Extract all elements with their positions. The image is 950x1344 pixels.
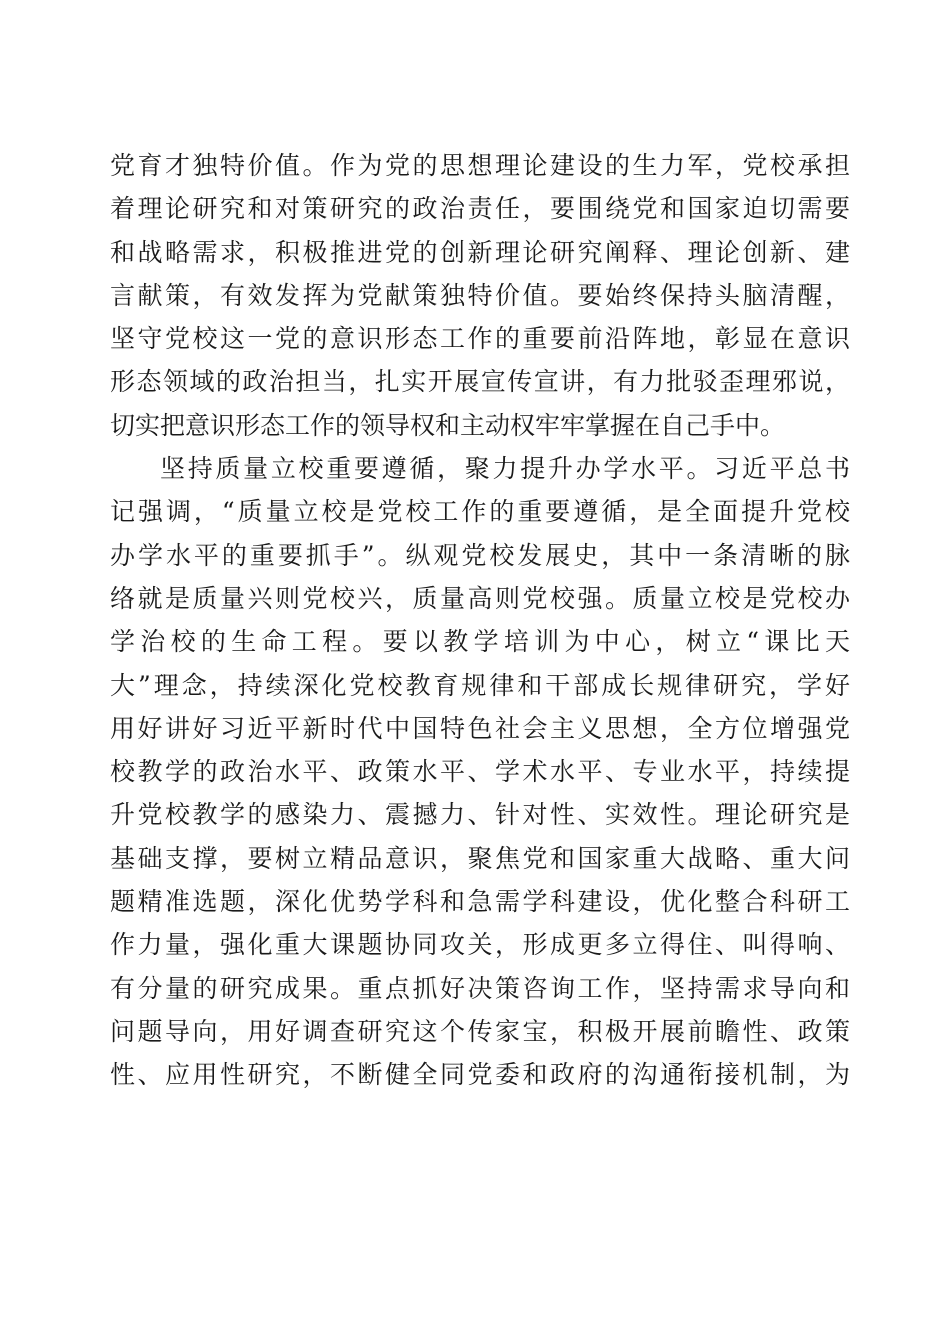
text-line: 记强调，“质量立校是党校工作的重要遵循，是全面提升党校: [110, 497, 850, 527]
text-line: 坚守党校这一党的意识形态工作的重要前沿阵地，彰显在意识: [110, 324, 850, 354]
text-line: 络就是质量兴则党校兴，质量高则党校强。质量立校是党校办: [110, 583, 850, 613]
text-line: 大”理念，持续深化党校教育规律和干部成长规律研究，学好: [110, 670, 850, 700]
text-line: 作力量，强化重大课题协同攻关，形成更多立得住、叫得响、: [110, 930, 850, 960]
text-line: 着理论研究和对策研究的政治责任，要围绕党和国家迫切需要: [110, 194, 850, 224]
text-line: 和战略需求，积极推进党的创新理论研究阐释、理论创新、建: [110, 237, 850, 267]
text-line: 学治校的生命工程。要以教学培训为中心，树立“课比天: [110, 627, 850, 657]
text-line: 升党校教学的感染力、震撼力、针对性、实效性。理论研究是: [110, 800, 850, 830]
text-line: 办学水平的重要抓手”。纵观党校发展史，其中一条清晰的脉: [110, 540, 850, 570]
text-line: 言献策，有效发挥为党献策独特价值。要始终保持头脑清醒，: [110, 280, 850, 310]
text-line: 问题导向，用好调查研究这个传家宝，积极开展前瞻性、政策: [110, 1016, 850, 1046]
text-line: 用好讲好习近平新时代中国特色社会主义思想，全方位增强党: [110, 713, 850, 743]
paragraph-2: [110, 447, 850, 1096]
text-line: 有分量的研究成果。重点抓好决策咨询工作，坚持需求导向和: [110, 973, 850, 1003]
paragraph-1: [110, 144, 850, 447]
text-line: 题精准选题，深化优势学科和急需学科建设，优化整合科研工: [110, 887, 850, 917]
text-line: 切实把意识形态工作的领导权和主动权牢牢掌握在自己手中。: [110, 410, 786, 440]
text-line: 党育才独特价值。作为党的思想理论建设的生力军，党校承担: [110, 151, 850, 180]
text-line: 性、应用性研究，不断健全同党委和政府的沟通衔接机制，为: [110, 1060, 850, 1090]
text-line: 基础支撑，要树立精品意识，聚焦党和国家重大战略、重大问: [110, 843, 850, 873]
text-line: 坚持质量立校重要遵循，聚力提升办学水平。习近平总书: [160, 454, 850, 484]
text-line: 形态领域的政治担当，扎实开展宣传宣讲，有力批驳歪理邪说，: [110, 367, 850, 397]
text-line: 校教学的政治水平、政策水平、学术水平、专业水平，持续提: [110, 757, 850, 787]
body-text: [110, 144, 850, 1097]
